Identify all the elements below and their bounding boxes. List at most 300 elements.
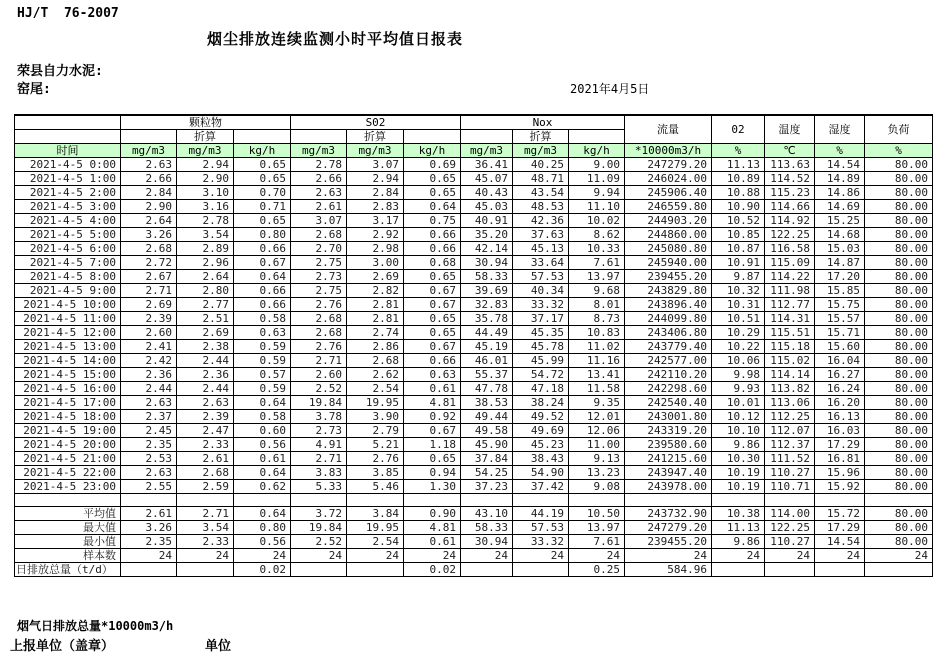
blank-cell	[461, 494, 513, 507]
summary-label: 日排放总量（t/d）	[15, 563, 121, 577]
table-body	[15, 158, 933, 577]
value-cell: 45.03	[461, 200, 513, 214]
table-row	[15, 284, 933, 298]
value-cell: 80.00	[865, 368, 933, 382]
value-cell: 5.46	[347, 480, 404, 494]
time-cell: 2021-4-5 22:00	[15, 466, 121, 480]
value-cell: 0.61	[404, 535, 461, 549]
value-cell: 243947.40	[625, 466, 712, 480]
value-cell: 243896.40	[625, 298, 712, 312]
summary-label: 平均值	[15, 507, 121, 521]
unit-cell: mg/m3	[347, 144, 404, 158]
reporting-unit-label: 上报单位（盖章）	[10, 639, 115, 654]
value-cell: 0.59	[234, 340, 291, 354]
value-cell: 54.72	[513, 368, 569, 382]
value-cell: 49.69	[513, 424, 569, 438]
group-header-row	[15, 115, 933, 130]
value-cell: 3.10	[177, 186, 234, 200]
value-cell: 16.24	[815, 382, 865, 396]
value-cell: 11.00	[569, 438, 625, 452]
value-cell: 43.10	[461, 507, 513, 521]
time-cell: 2021-4-5 14:00	[15, 354, 121, 368]
value-cell: 9.68	[569, 284, 625, 298]
value-cell: 13.41	[569, 368, 625, 382]
value-cell: 112.77	[765, 298, 815, 312]
value-cell: 44.49	[461, 326, 513, 340]
value-cell: 38.53	[461, 396, 513, 410]
value-cell: 2.74	[347, 326, 404, 340]
value-cell: 13.97	[569, 521, 625, 535]
value-cell: 17.20	[815, 270, 865, 284]
value-cell: 15.75	[815, 298, 865, 312]
value-cell: 42.36	[513, 214, 569, 228]
value-cell: 80.00	[865, 410, 933, 424]
value-cell: 2.51	[177, 312, 234, 326]
value-cell: 7.61	[569, 535, 625, 549]
value-cell: 57.53	[513, 270, 569, 284]
value-cell: 45.99	[513, 354, 569, 368]
value-cell: 36.41	[461, 158, 513, 172]
value-cell: 0.66	[234, 284, 291, 298]
value-cell: 0.65	[234, 214, 291, 228]
value-cell: 0.67	[404, 284, 461, 298]
value-cell: 112.07	[765, 424, 815, 438]
value-cell: 16.27	[815, 368, 865, 382]
value-cell: 0.59	[234, 382, 291, 396]
unit-cell: ℃	[765, 144, 815, 158]
value-cell: 80.00	[865, 284, 933, 298]
value-cell: 10.38	[712, 507, 765, 521]
value-cell: 0.80	[234, 228, 291, 242]
value-cell: 24	[291, 549, 347, 563]
value-cell: 0.66	[234, 298, 291, 312]
value-cell: 24	[121, 549, 177, 563]
value-cell: 0.63	[404, 368, 461, 382]
value-cell: 2.39	[177, 410, 234, 424]
blank-cell	[569, 494, 625, 507]
table-row	[15, 186, 933, 200]
value-cell: 2.67	[121, 270, 177, 284]
value-cell: 2.66	[121, 172, 177, 186]
value-cell: 49.52	[513, 410, 569, 424]
value-cell: 2.71	[121, 284, 177, 298]
value-cell: 2.92	[347, 228, 404, 242]
value-cell: 17.29	[815, 438, 865, 452]
value-cell: 243406.80	[625, 326, 712, 340]
value-cell: 2.41	[121, 340, 177, 354]
value-cell: 2.69	[347, 270, 404, 284]
value-cell: 3.54	[177, 228, 234, 242]
blank-cell	[347, 494, 404, 507]
value-cell: 11.13	[712, 158, 765, 172]
table-row	[15, 228, 933, 242]
value-cell: 0.66	[404, 242, 461, 256]
value-cell: 10.02	[569, 214, 625, 228]
value-cell: 39.69	[461, 284, 513, 298]
value-cell: 80.00	[865, 186, 933, 200]
value-cell: 0.65	[234, 158, 291, 172]
value-cell: 40.34	[513, 284, 569, 298]
value-cell: 47.18	[513, 382, 569, 396]
value-cell: 33.32	[513, 535, 569, 549]
value-cell: 110.27	[765, 466, 815, 480]
value-cell: 0.68	[404, 256, 461, 270]
value-cell: 2.78	[177, 214, 234, 228]
value-cell: 2.52	[291, 535, 347, 549]
value-cell: 80.00	[865, 535, 933, 549]
value-cell: 2.76	[291, 340, 347, 354]
unit-cell: %	[712, 144, 765, 158]
value-cell: 10.10	[712, 424, 765, 438]
value-cell: 8.01	[569, 298, 625, 312]
value-cell: 2.94	[347, 172, 404, 186]
value-cell: 242577.00	[625, 354, 712, 368]
unit-cell: kg/h	[234, 144, 291, 158]
value-cell: 16.03	[815, 424, 865, 438]
value-cell: 8.73	[569, 312, 625, 326]
value-cell: 0.62	[234, 480, 291, 494]
value-cell: 115.09	[765, 256, 815, 270]
blank-cell	[15, 494, 121, 507]
value-cell: 2.98	[347, 242, 404, 256]
value-cell: 9.13	[569, 452, 625, 466]
time-cell: 2021-4-5 23:00	[15, 480, 121, 494]
blank-cell	[865, 494, 933, 507]
value-cell: 10.29	[712, 326, 765, 340]
value-cell: 0.61	[404, 382, 461, 396]
value-cell: 0.58	[234, 410, 291, 424]
header-blank-cell	[121, 130, 177, 144]
value-cell: 0.92	[404, 410, 461, 424]
value-cell: 2.68	[291, 326, 347, 340]
value-cell: 24	[765, 549, 815, 563]
value-cell: 33.64	[513, 256, 569, 270]
value-cell: 37.17	[513, 312, 569, 326]
value-cell	[461, 563, 513, 577]
value-cell: 0.64	[234, 507, 291, 521]
value-cell: 242298.60	[625, 382, 712, 396]
unit-cell: mg/m3	[513, 144, 569, 158]
value-cell: 2.45	[121, 424, 177, 438]
value-cell: 112.25	[765, 410, 815, 424]
value-cell: 9.93	[712, 382, 765, 396]
header-blank-cell	[569, 130, 625, 144]
value-cell: 2.52	[291, 382, 347, 396]
value-cell: 247279.20	[625, 158, 712, 172]
standard-number: HJ/T 76-2007	[17, 6, 119, 21]
header-blank-cell	[15, 115, 121, 130]
value-cell: 110.71	[765, 480, 815, 494]
value-cell: 80.00	[865, 298, 933, 312]
value-cell: 10.52	[712, 214, 765, 228]
value-cell: 2.64	[177, 270, 234, 284]
value-cell: 2.35	[121, 535, 177, 549]
table-row	[15, 256, 933, 270]
table-row	[15, 326, 933, 340]
value-cell: 3.84	[347, 507, 404, 521]
time-cell: 2021-4-5 11:00	[15, 312, 121, 326]
value-cell: 24	[865, 549, 933, 563]
unit-cell: *10000m3/h	[625, 144, 712, 158]
value-cell: 16.04	[815, 354, 865, 368]
value-cell: 9.08	[569, 480, 625, 494]
value-cell: 10.33	[569, 242, 625, 256]
value-cell: 0.61	[234, 452, 291, 466]
value-cell: 243319.20	[625, 424, 712, 438]
value-cell: 0.80	[234, 521, 291, 535]
time-cell: 2021-4-5 7:00	[15, 256, 121, 270]
value-cell: 2.73	[291, 270, 347, 284]
value-cell: 2.37	[121, 410, 177, 424]
table-row	[15, 312, 933, 326]
value-cell: 2.38	[177, 340, 234, 354]
value-cell: 2.66	[291, 172, 347, 186]
summary-row	[15, 535, 933, 549]
value-cell: 37.42	[513, 480, 569, 494]
value-cell: 40.25	[513, 158, 569, 172]
blank-cell	[712, 494, 765, 507]
value-cell: 0.69	[404, 158, 461, 172]
monitor-point: 窑尾:	[17, 82, 51, 97]
value-cell: 2.54	[347, 535, 404, 549]
value-cell: 2.44	[177, 354, 234, 368]
value-cell: 2.96	[177, 256, 234, 270]
value-cell: 2.84	[347, 186, 404, 200]
value-cell: 2.35	[121, 438, 177, 452]
time-cell: 2021-4-5 12:00	[15, 326, 121, 340]
value-cell: 2.89	[177, 242, 234, 256]
value-cell: 2.90	[121, 200, 177, 214]
summary-row	[15, 549, 933, 563]
group-header-nox: Nox	[461, 115, 625, 130]
value-cell: 9.94	[569, 186, 625, 200]
value-cell: 57.53	[513, 521, 569, 535]
value-cell	[865, 563, 933, 577]
value-cell: 32.83	[461, 298, 513, 312]
value-cell: 45.90	[461, 438, 513, 452]
value-cell: 7.61	[569, 256, 625, 270]
value-cell: 245906.40	[625, 186, 712, 200]
value-cell: 2.68	[291, 312, 347, 326]
value-cell: 2.77	[177, 298, 234, 312]
value-cell: 244860.00	[625, 228, 712, 242]
value-cell: 244903.20	[625, 214, 712, 228]
value-cell: 80.00	[865, 242, 933, 256]
value-cell: 35.20	[461, 228, 513, 242]
value-cell: 2.64	[121, 214, 177, 228]
time-cell: 2021-4-5 4:00	[15, 214, 121, 228]
value-cell: 5.33	[291, 480, 347, 494]
value-cell: 2.71	[291, 354, 347, 368]
value-cell: 14.68	[815, 228, 865, 242]
value-cell: 15.72	[815, 507, 865, 521]
value-cell: 122.25	[765, 228, 815, 242]
value-cell: 10.19	[712, 480, 765, 494]
value-cell: 16.81	[815, 452, 865, 466]
value-cell: 243001.80	[625, 410, 712, 424]
value-cell: 2.80	[177, 284, 234, 298]
summary-label: 样本数	[15, 549, 121, 563]
value-cell: 10.31	[712, 298, 765, 312]
value-cell: 2.71	[291, 452, 347, 466]
time-cell: 2021-4-5 21:00	[15, 452, 121, 466]
value-cell: 2.47	[177, 424, 234, 438]
value-cell: 80.00	[865, 270, 933, 284]
value-cell: 2.71	[177, 507, 234, 521]
value-cell: 4.81	[404, 521, 461, 535]
value-cell: 2.44	[121, 382, 177, 396]
value-cell: 0.64	[234, 396, 291, 410]
value-cell: 10.89	[712, 172, 765, 186]
value-cell: 3.72	[291, 507, 347, 521]
value-cell: 48.53	[513, 200, 569, 214]
time-cell: 2021-4-5 17:00	[15, 396, 121, 410]
value-cell: 80.00	[865, 228, 933, 242]
subheader-converted-pm: 折算	[177, 130, 234, 144]
monitoring-table	[14, 114, 933, 577]
value-cell: 45.19	[461, 340, 513, 354]
value-cell: 2.76	[347, 452, 404, 466]
value-cell: 40.43	[461, 186, 513, 200]
value-cell: 4.91	[291, 438, 347, 452]
time-cell: 2021-4-5 13:00	[15, 340, 121, 354]
value-cell: 33.32	[513, 298, 569, 312]
value-cell: 0.65	[404, 172, 461, 186]
summary-label: 最小值	[15, 535, 121, 549]
value-cell: 9.00	[569, 158, 625, 172]
value-cell: 24	[461, 549, 513, 563]
value-cell: 3.90	[347, 410, 404, 424]
unit-cell: %	[815, 144, 865, 158]
flue-gas-total-note: 烟气日排放总量*10000m3/h	[17, 619, 174, 633]
time-cell: 2021-4-5 10:00	[15, 298, 121, 312]
value-cell: 11.13	[712, 521, 765, 535]
value-cell: 0.57	[234, 368, 291, 382]
time-cell: 2021-4-5 19:00	[15, 424, 121, 438]
value-cell: 0.65	[234, 172, 291, 186]
value-cell: 49.58	[461, 424, 513, 438]
time-cell: 2021-4-5 3:00	[15, 200, 121, 214]
value-cell: 0.65	[404, 452, 461, 466]
value-cell: 0.70	[234, 186, 291, 200]
table-row	[15, 242, 933, 256]
value-cell: 239580.60	[625, 438, 712, 452]
value-cell: 19.84	[291, 396, 347, 410]
value-cell: 245940.00	[625, 256, 712, 270]
value-cell: 24	[347, 549, 404, 563]
value-cell: 2.42	[121, 354, 177, 368]
value-cell: 2.68	[177, 466, 234, 480]
value-cell	[513, 563, 569, 577]
value-cell: 80.00	[865, 158, 933, 172]
value-cell: 122.25	[765, 521, 815, 535]
time-cell: 2021-4-5 18:00	[15, 410, 121, 424]
value-cell: 584.96	[625, 563, 712, 577]
value-cell: 10.01	[712, 396, 765, 410]
value-cell: 243779.40	[625, 340, 712, 354]
value-cell: 14.89	[815, 172, 865, 186]
table-row	[15, 424, 933, 438]
value-cell: 24	[513, 549, 569, 563]
value-cell: 80.00	[865, 507, 933, 521]
value-cell: 0.64	[234, 466, 291, 480]
blank-cell	[291, 494, 347, 507]
value-cell: 2.54	[347, 382, 404, 396]
value-cell: 2.61	[121, 507, 177, 521]
time-column-header: 时间	[15, 144, 121, 158]
column-header-humidity: 湿度	[815, 115, 865, 144]
value-cell: 9.86	[712, 438, 765, 452]
value-cell: 0.67	[404, 424, 461, 438]
value-cell: 80.00	[865, 214, 933, 228]
unit-cell: mg/m3	[177, 144, 234, 158]
value-cell: 115.02	[765, 354, 815, 368]
value-cell: 3.07	[291, 214, 347, 228]
summary-row	[15, 507, 933, 521]
value-cell: 15.92	[815, 480, 865, 494]
value-cell: 2.59	[177, 480, 234, 494]
value-cell: 239455.20	[625, 270, 712, 284]
time-cell: 2021-4-5 1:00	[15, 172, 121, 186]
blank-cell	[234, 494, 291, 507]
value-cell: 2.68	[291, 228, 347, 242]
value-cell: 2.73	[291, 424, 347, 438]
value-cell: 10.50	[569, 507, 625, 521]
value-cell: 2.86	[347, 340, 404, 354]
value-cell: 58.33	[461, 270, 513, 284]
value-cell: 110.27	[765, 535, 815, 549]
table-row	[15, 410, 933, 424]
column-header-o2: 02	[712, 115, 765, 144]
unit-cell: mg/m3	[291, 144, 347, 158]
group-header-so2: S02	[291, 115, 461, 130]
group-header-pm: 颗粒物	[121, 115, 291, 130]
value-cell: 111.98	[765, 284, 815, 298]
blank-cell	[121, 494, 177, 507]
value-cell: 15.60	[815, 340, 865, 354]
value-cell: 10.12	[712, 410, 765, 424]
value-cell: 80.00	[865, 452, 933, 466]
blank-cell	[177, 494, 234, 507]
value-cell: 1.30	[404, 480, 461, 494]
column-header-load: 负荷	[865, 115, 933, 144]
value-cell: 5.21	[347, 438, 404, 452]
value-cell: 80.00	[865, 256, 933, 270]
unit-label: 单位	[205, 639, 232, 654]
value-cell: 14.69	[815, 200, 865, 214]
time-cell: 2021-4-5 8:00	[15, 270, 121, 284]
unit-cell: mg/m3	[121, 144, 177, 158]
value-cell: 0.66	[404, 354, 461, 368]
value-cell: 13.23	[569, 466, 625, 480]
value-cell: 2.44	[177, 382, 234, 396]
value-cell: 114.14	[765, 368, 815, 382]
value-cell: 113.06	[765, 396, 815, 410]
value-cell: 244099.80	[625, 312, 712, 326]
value-cell: 44.19	[513, 507, 569, 521]
value-cell: 0.56	[234, 535, 291, 549]
value-cell: 11.58	[569, 382, 625, 396]
unit-cell: kg/h	[569, 144, 625, 158]
value-cell: 54.25	[461, 466, 513, 480]
value-cell: 2.78	[291, 158, 347, 172]
value-cell: 0.67	[234, 256, 291, 270]
value-cell: 114.66	[765, 200, 815, 214]
value-cell: 8.62	[569, 228, 625, 242]
value-cell: 15.96	[815, 466, 865, 480]
summary-row	[15, 521, 933, 535]
value-cell: 246559.80	[625, 200, 712, 214]
